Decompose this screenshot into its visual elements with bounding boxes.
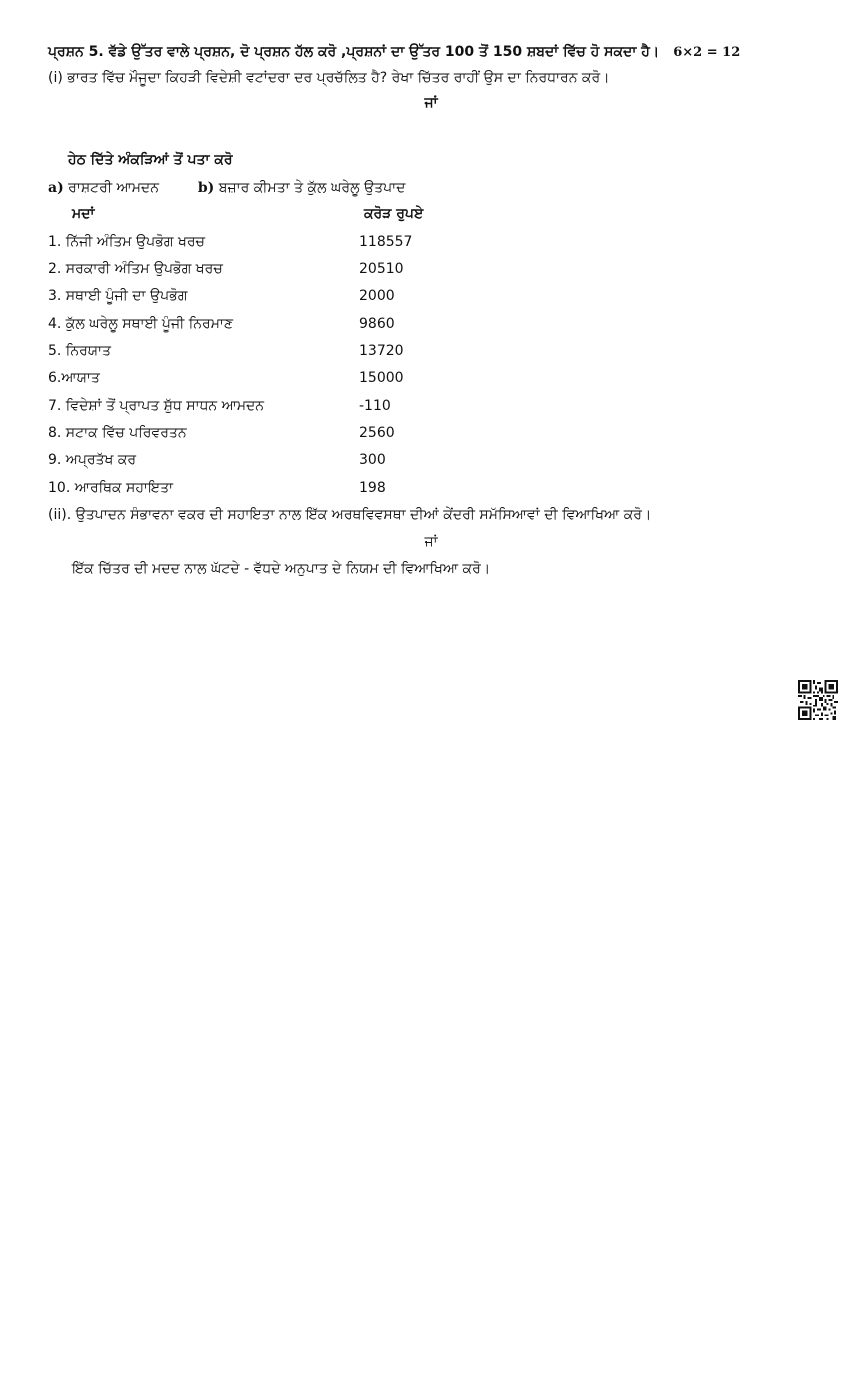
find-b-prefix: b) xyxy=(197,180,215,196)
row-value: 13720 xyxy=(359,343,404,359)
table-row xyxy=(48,232,548,259)
table-row xyxy=(48,396,548,423)
or-divider-2: ਜਾਂ xyxy=(424,534,438,550)
row-item: 5. ਨਿਰਯਾਤ xyxy=(48,343,111,359)
row-value: 20510 xyxy=(359,261,404,277)
row-value: 15000 xyxy=(359,370,404,386)
row-item: 9. ਅਪ੍ਰਤੱਖ ਕਰ xyxy=(48,452,137,468)
table-row xyxy=(48,478,548,505)
table-row xyxy=(48,368,548,395)
row-item: 4. ਕੁੱਲ ਘਰੇਲੂ ਸਥਾਈ ਪੂੰਜੀ ਨਿਰਮਾਣ xyxy=(48,316,234,332)
row-value: 118557 xyxy=(359,234,413,250)
table-row xyxy=(48,341,548,368)
question-heading-text: ਪ੍ਰਸ਼ਨ 5. ਵੱਡੇ ਉੱਤਰ ਵਾਲੇ ਪ੍ਰਸ਼ਨ, ਦੋ ਪ੍ਰਸ਼ਨ ਹੱਲ ਕਰੋ ,ਪ੍ਰਸ਼ਨਾਂ ਦਾ ਉੱਤਰ 100 ਤੋਂ 150 ਸ਼ਬਦਾਂ ਵਿੱਚ ਹੋ ਸਕਦਾ ਹੈ। xyxy=(48,44,660,60)
or-divider-1: ਜਾਂ xyxy=(424,95,438,111)
table-row xyxy=(48,314,548,341)
table-row xyxy=(48,286,548,313)
row-value: 300 xyxy=(359,452,386,468)
find-a-text: ਰਾਸ਼ਟਰੀ ਆਮਦਨ xyxy=(68,180,159,196)
question-heading xyxy=(48,42,740,63)
question-part-ii: (ii). ਉਤਪਾਦਨ ਸੰਭਾਵਨਾ ਵਕਰ ਦੀ ਸਹਾਇਤਾ ਨਾਲ ਇੱਕ ਅਰਥਵਿਵਸਥਾ ਦੀਆਂ ਕੇਂਦਰੀ ਸਮੱਸਿਆਵਾਂ ਦੀ ਵਿਆਖਿਆ ਕਰੋ। xyxy=(48,507,652,523)
question-part-ii-alternative: ਇੱਕ ਚਿੱਤਰ ਦੀ ਮਦਦ ਨਾਲ ਘੱਟਦੇ - ਵੱਧਦੇ ਅਨੁਪਾਤ ਦੇ ਨਿਯਮ ਦੀ ਵਿਆਖਿਆ ਕਰੋ। xyxy=(72,561,491,577)
row-item: 3. ਸਥਾਈ ਪੂੰਜੀ ਦਾ ਉਪਭੋਗ xyxy=(48,288,188,304)
find-options xyxy=(48,178,405,198)
find-heading: ਹੇਠ ਦਿੱਤੇ ਅੰਕੜਿਆਂ ਤੋਂ ਪਤਾ ਕਰੋ xyxy=(68,152,233,168)
column-header-items: ਮਦਾਂ xyxy=(72,206,95,222)
find-b-text: ਬਜ਼ਾਰ ਕੀਮਤਾ ਤੇ ਕੁੱਲ ਘਰੇਲੂ ਉਤਪਾਦ xyxy=(218,180,406,196)
row-value: 2560 xyxy=(359,425,395,441)
question-marks: 6×2 = 12 xyxy=(673,45,741,60)
find-a-prefix: a) xyxy=(48,180,64,196)
table-row xyxy=(48,259,548,286)
question-part-i: (i) ਭਾਰਤ ਵਿੱਚ ਮੌਜੂਦਾ ਕਿਹੜੀ ਵਿਦੇਸ਼ੀ ਵਟਾਂਦਰਾ ਦਰ ਪ੍ਰਚੱਲਿਤ ਹੈ? ਰੇਖਾ ਚਿੱਤਰ ਰਾਹੀਂ ਉਸ ਦਾ ਨਿਰਧਾਰਨ ਕਰੋ। xyxy=(48,70,610,86)
row-item: 1. ਨਿੱਜੀ ਅੰਤਿਮ ਉਪਭੋਗ ਖਰਚ xyxy=(48,234,205,250)
row-value: 2000 xyxy=(359,288,395,304)
row-item: 7. ਵਿਦੇਸ਼ਾਂ ਤੋਂ ਪ੍ਰਾਪਤ ਸ਼ੁੱਧ ਸਾਧਨ ਆਮਦਨ xyxy=(48,398,265,414)
table-row xyxy=(48,423,548,450)
row-item: 6.ਆਯਾਤ xyxy=(48,370,100,386)
column-header-values: ਕਰੋੜ ਰੁਪਏ xyxy=(364,206,424,222)
row-item: 10. ਆਰਥਿਕ ਸਹਾਇਤਾ xyxy=(48,480,174,496)
row-value: -110 xyxy=(359,398,391,414)
row-value: 198 xyxy=(359,480,386,496)
row-item: 2. ਸਰਕਾਰੀ ਅੰਤਿਮ ਉਪਭੋਗ ਖਰਚ xyxy=(48,261,223,277)
row-value: 9860 xyxy=(359,316,395,332)
qr-code-icon xyxy=(798,680,838,720)
table-row xyxy=(48,450,548,477)
row-item: 8. ਸਟਾਕ ਵਿੱਚ ਪਰਿਵਰਤਨ xyxy=(48,425,187,441)
